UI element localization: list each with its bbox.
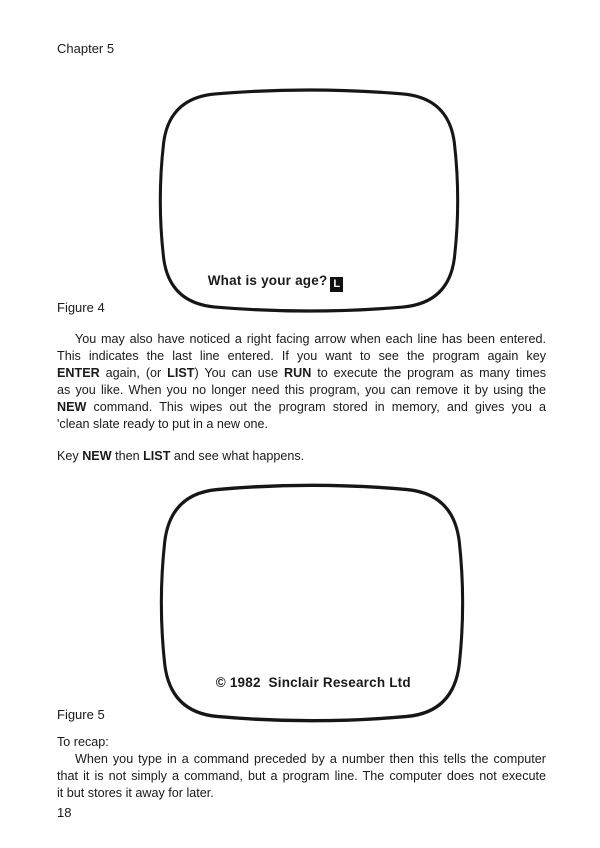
recap-heading — [57, 734, 546, 751]
keyword-list: LIST — [167, 366, 195, 380]
text-line — [57, 382, 546, 399]
text-segment: 'clean slate ready to put in a new one. — [57, 417, 269, 431]
text-segment: again, (or — [99, 366, 168, 380]
screen-copyright-line — [192, 660, 411, 705]
text-segment: that it is not simply a command, but a program line. The computer does not execute — [57, 769, 546, 783]
instruction-line — [57, 449, 304, 463]
text-segment: it but stores it away for later. — [57, 786, 214, 800]
recap-paragraph — [57, 734, 546, 802]
text-segment: This indicates the last line entered. If you want to see the program again key — [57, 349, 546, 363]
figure5-crt-screen — [157, 480, 467, 726]
text-line — [57, 768, 546, 785]
text-segment: to execute the program as many times — [311, 366, 546, 380]
text-segment: You may also have noticed a right facing arrow when each line has been entered. — [75, 332, 546, 346]
text-line — [57, 348, 546, 365]
page-number: 18 — [57, 805, 72, 820]
text-line — [57, 365, 546, 382]
copyright-text: © 1982 Sinclair Research Ltd — [215, 675, 411, 690]
keyword-new: NEW — [57, 400, 87, 414]
paragraph-1 — [57, 331, 546, 433]
keyword-new: NEW — [82, 449, 112, 463]
cursor-block: L — [330, 277, 343, 292]
figure5-label: Figure 5 — [57, 707, 105, 722]
text-line — [57, 416, 546, 433]
text-segment: command. This wipes out the program stored in memory, and gives you a — [86, 400, 546, 414]
text-line — [57, 785, 546, 802]
keyword-enter: ENTER — [57, 366, 100, 380]
text-line — [57, 399, 546, 416]
keyword-run: RUN — [284, 366, 312, 380]
screen-prompt-line — [184, 258, 343, 307]
text-line — [57, 751, 546, 768]
text-segment: and see what happens. — [170, 449, 305, 463]
figure4-label: Figure 4 — [57, 300, 105, 315]
text-line — [57, 331, 546, 348]
text-segment: as you like. When you no longer need this program, you can remove it by using the — [57, 383, 546, 397]
text-segment: When you type in a command preceded by a number then this tells the computer — [75, 752, 546, 766]
keyword-list: LIST — [143, 449, 171, 463]
chapter-heading: Chapter 5 — [57, 41, 115, 56]
screen-prompt-text: What is your age? — [207, 273, 328, 288]
text-segment: To recap: — [57, 735, 109, 749]
figure4-crt-screen — [156, 85, 462, 316]
text-segment: Key — [57, 449, 83, 463]
text-segment: then — [111, 449, 144, 463]
text-segment: ) You can use — [194, 366, 285, 380]
